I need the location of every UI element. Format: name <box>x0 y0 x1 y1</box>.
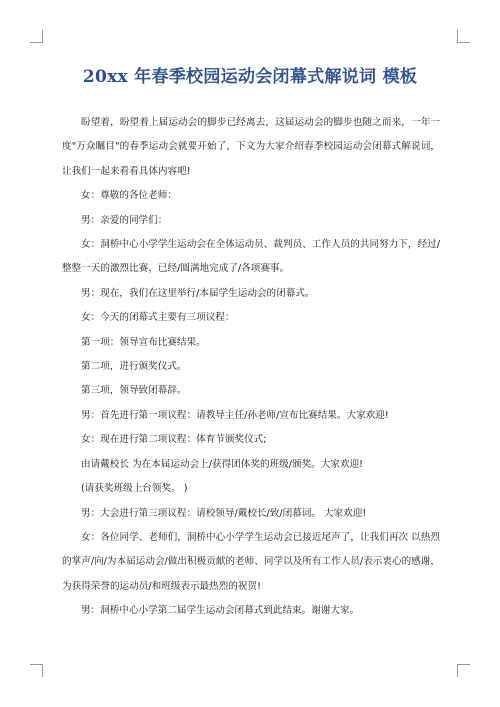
script-line: 男：亲爱的同学们： <box>81 214 168 226</box>
script-line: 由请戴校长 为在本届运动会上/获得团体奖的班级/颁奖。大家欢迎! <box>81 458 363 470</box>
script-line: 女：洞桥中心小学学生运动会在全体运动员、裁判员、工作人员的共同努力下，经过/整整一天的激烈比赛，已经/圆满地完成了/各项赛事。 <box>62 239 440 275</box>
page-corner-mark-bottom-left <box>30 664 43 677</box>
script-line: 女：各位同学、老师们，洞桥中心小学学生运动会已接近尾声了，让我们再次 以热烈的掌声/向/为本届运动会/做出积极贡献的老师、同学以及所有工作人员/表示衷心的感谢，为获得荣誉的运动员/和班级表示最热烈的祝贺! <box>62 531 440 592</box>
script-line: 男：首先进行第一项议程：请教导主任/孙老师/宣布比赛结果。大家欢迎! <box>81 409 389 421</box>
document-body <box>62 111 440 624</box>
script-line: 女：今天的闭幕式主要有三项议程： <box>81 312 235 324</box>
script-line: 男：大会进行第三项议程：请校领导/戴校长/致/闭幕词。 大家欢迎! <box>81 507 367 519</box>
agenda-item: 第二项，进行颁奖仪式。 <box>81 361 187 373</box>
script-line: 女：现在进行第二项议程：体育节颁奖仪式; <box>81 434 267 446</box>
agenda-item: 第一项：领导宣布比赛结果。 <box>81 336 206 348</box>
page-corner-mark-top-right <box>457 30 470 43</box>
script-line: 男：现在，我们在这里举行/本届学生运动会的闭幕式。 <box>81 287 315 299</box>
stage-direction: (请获奖班级上台领奖。 ) <box>81 483 188 495</box>
script-line: 女：尊敬的各位老师： <box>81 190 177 202</box>
intro-paragraph: 盼望着，盼望着上届运动会的脚步已经离去，这届运动会的脚步也随之而来，一年一度"万众瞩目"的春季运动会就要开始了，下文为大家介绍春季校园运动会闭幕式解说词，让我们一起来看看具体内容吧! <box>62 117 440 177</box>
page-corner-mark-bottom-right <box>457 664 470 677</box>
closing-line: 男：洞桥中心小学第二届学生运动会闭幕式到此结束。谢谢大家。 <box>81 605 360 617</box>
document-title: 20xx 年春季校园运动会闭幕式解说词 模板 <box>82 67 418 87</box>
agenda-item: 第三项，领导致闭幕辞。 <box>81 385 187 397</box>
page-corner-mark-top-left <box>30 30 43 43</box>
